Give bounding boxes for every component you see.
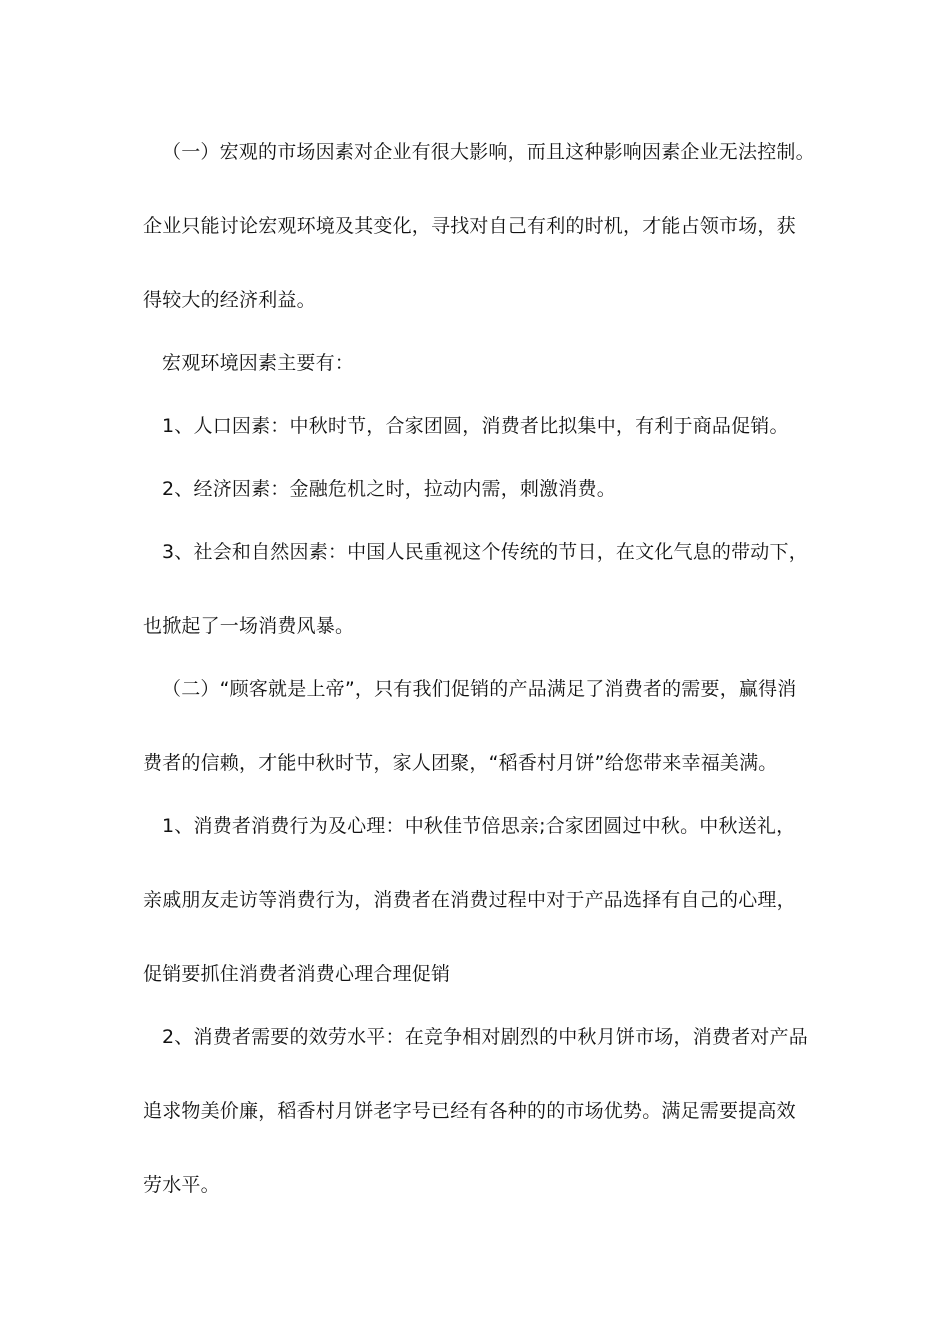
list-item-service-cont-2: 劳水平。 bbox=[143, 1174, 220, 1196]
paragraph-line-3: 得较大的经济利益。 bbox=[143, 289, 316, 311]
section-heading: 宏观环境因素主要有： bbox=[162, 352, 355, 374]
list-item-behavior: 1、消费者消费行为及心理：中秋佳节倍思亲;合家团圆过中秋。中秋送礼， bbox=[162, 815, 796, 837]
paragraph-line-2: 企业只能讨论宏观环境及其变化，寻找对自己有利的时机，才能占领市场，获 bbox=[143, 215, 796, 237]
list-item-behavior-cont-2: 促销要抓住消费者消费心理合理促销 bbox=[143, 963, 451, 985]
paragraph-two-line-1: （二）“顾客就是上帝”，只有我们促销的产品满足了消费者的需要，赢得消 bbox=[162, 678, 797, 700]
list-item-economy: 2、经济因素：金融危机之时，拉动内需，刺激消费。 bbox=[162, 478, 616, 500]
list-item-society-cont: 也掀起了一场消费风暴。 bbox=[143, 615, 355, 637]
paragraph-line-1: （一）宏观的市场因素对企业有很大影响，而且这种影响因素企业无法控制。 bbox=[162, 141, 815, 163]
list-item-society: 3、社会和自然因素：中国人民重视这个传统的节日，在文化气息的带动下， bbox=[162, 541, 808, 563]
list-item-service: 2、消费者需要的效劳水平：在竞争相对剧烈的中秋月饼市场，消费者对产品 bbox=[162, 1026, 808, 1048]
list-item-behavior-cont-1: 亲戚朋友走访等消费行为，消费者在消费过程中对于产品选择有自己的心理， bbox=[143, 889, 796, 911]
list-item-service-cont-1: 追求物美价廉，稻香村月饼老字号已经有各种的的市场优势。满足需要提高效 bbox=[143, 1100, 796, 1122]
list-item-population: 1、人口因素：中秋时节，合家团圆，消费者比拟集中，有利于商品促销。 bbox=[162, 415, 789, 437]
paragraph-two-line-2: 费者的信赖，才能中秋时节，家人团聚，“稻香村月饼”给您带来幸福美满。 bbox=[143, 752, 778, 774]
